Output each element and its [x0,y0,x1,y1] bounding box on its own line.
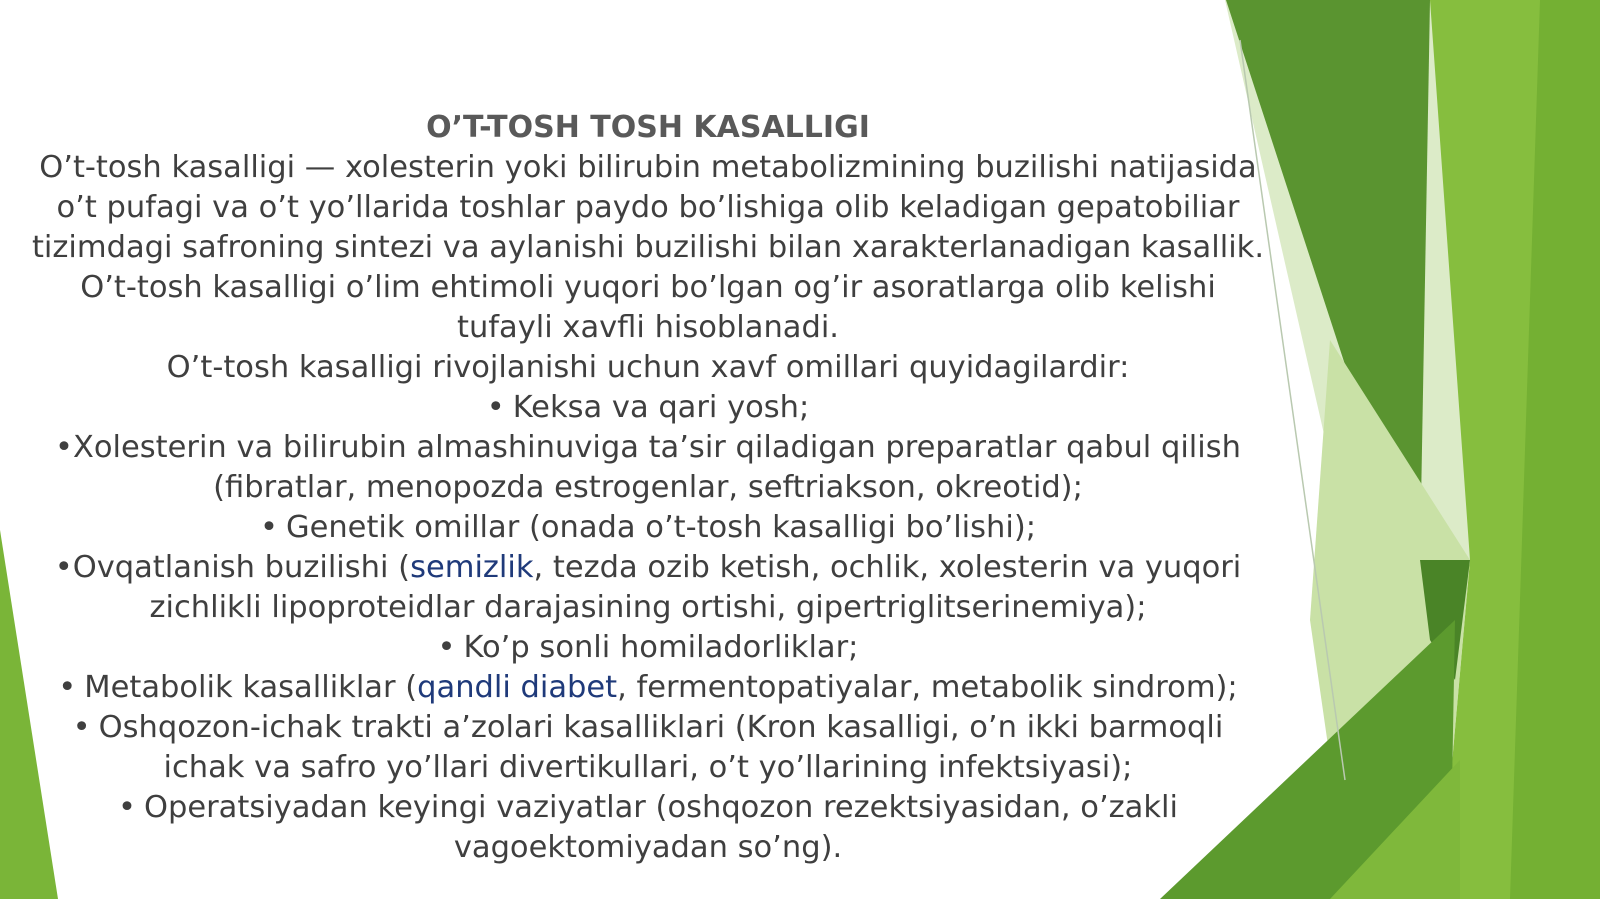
list-item [30,788,1266,868]
list-item [30,388,1266,428]
list-item-text: , tezda ozib ketish, ochlik, xolesterin va yuqori zichlikli lipoproteidlar darajasining ortishi, gipertriglitserinemiya); [149,550,1242,625]
list-item-text: Metabolik kasalliklar ( [84,670,418,705]
intro-paragraph: O’t-tosh kasalligi — xolesterin yoki bilirubin metabolizmining buzilishi natijasida o’t pufagi va o’t yo’llarida toshlar paydo bo’lishiga olib keladigan gepatobiliar tizimdagi safroning sintezi va aylanishi buzilishi bilan xarakterlanadigan kasallik. O’t-tosh kasalligi o’lim ehtimoli yuqori bo’lgan og’ir asoratlarga olib kelishi tufayli xavfli hisoblanadi. [31,150,1265,345]
list-item [30,628,1266,668]
list-item-text: , fermentopatiyalar, metabolik sindrom); [617,670,1238,705]
bullet-icon: • [72,710,91,745]
list-item [30,668,1266,708]
list-item-text: Genetik omillar (onada o’t-tosh kasalligi bo’lishi); [285,510,1037,545]
list-item-text: Ko’p sonli homiladorliklar; [463,630,859,665]
bullet-icon: • [486,390,505,425]
bullet-icon: • [55,430,73,465]
list-item [30,428,1266,508]
bullet-icon: • [437,630,456,665]
list-item [30,708,1266,788]
bullet-icon: • [58,670,77,705]
risk-factors-heading: O’t-tosh kasalligi rivojlanishi uchun xavf omillari quyidagilardir: [166,350,1130,385]
slide-title: O’T-TOSH TOSH KASALLIGI [426,110,870,145]
bullet-icon: • [118,790,136,825]
qandli-diabet-link[interactable]: qandli diabet [417,670,618,705]
slide-body [30,108,1266,868]
bullet-icon: • [54,550,73,585]
bullet-icon: • [259,510,278,545]
list-item [30,508,1266,548]
list-item [30,548,1266,628]
list-item-text: Keksa va qari yosh; [512,390,810,425]
list-item-text: Ovqatlanish buzilishi ( [72,550,411,585]
semizlik-link[interactable]: semizlik [410,550,534,585]
list-item-text: Xolesterin va bilirubin almashinuviga ta’sir qiladigan preparatlar qabul qilish (fibratlar, menopozda estrogenlar, seftriakson, okreotid); [73,430,1241,505]
list-item-text: Operatsiyadan keyingi vaziyatlar (oshqozon rezektsiyasidan, o’zakli vagoektomiyadan so’ng). [144,790,1178,865]
list-item-text: Oshqozon-ichak trakti a’zolari kasalliklari (Kron kasalligi, o’n ikki barmoqli ichak va safro yo’llari divertikullari, o’t yo’llarining infektsiyasi); [98,710,1224,785]
